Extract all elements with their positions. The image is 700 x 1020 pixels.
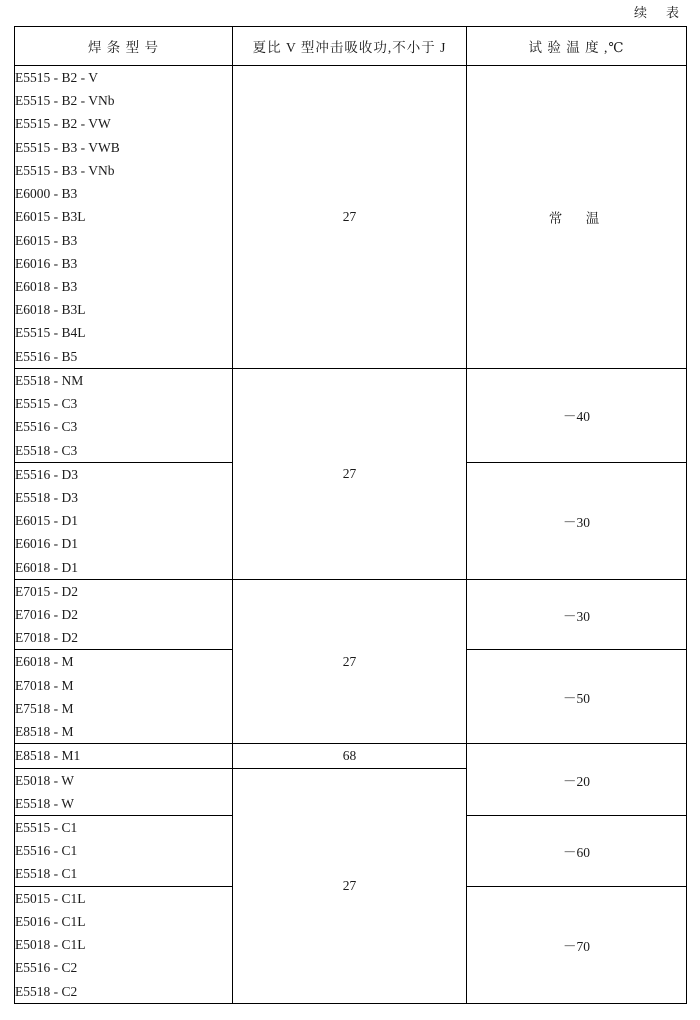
column-header-electrode-code: 焊 条 型 号 (15, 27, 233, 66)
impact-energy-cell: 27 (233, 579, 467, 744)
electrode-code: E6018 - D1 (15, 559, 78, 575)
electrode-code: E8518 - M1 (15, 748, 81, 764)
electrode-code: E5018 - C1L (15, 937, 86, 953)
electrode-code: E8518 - M (15, 724, 74, 740)
temperature-value: 常 温 (548, 210, 605, 226)
electrode-code: E5515 - B4L (15, 325, 86, 341)
electrode-code: E5518 - W (15, 795, 74, 811)
table-header (15, 27, 687, 66)
test-temperature-cell: －50 (467, 650, 687, 744)
electrode-code: E7018 - D2 (15, 630, 78, 646)
test-temperature-cell (467, 66, 687, 369)
electrode-code: E5515 - C1 (15, 820, 78, 835)
electrode-code: E5515 - B2 - VNb (15, 93, 115, 109)
electrode-code: E5515 - B3 - VNb (15, 162, 115, 178)
test-temperature-cell: －30 (467, 579, 687, 650)
electrode-code: E5515 - C3 (15, 396, 78, 412)
table-body (15, 66, 687, 1004)
impact-energy-cell: 68 (233, 744, 467, 768)
electrode-code: E6018 - M (15, 654, 74, 670)
electrode-code: E7518 - M (15, 700, 74, 716)
impact-energy-cell: 27 (233, 368, 467, 579)
impact-energy-cell: 27 (233, 66, 467, 369)
test-temperature-cell: －70 (467, 886, 687, 1003)
electrode-code-cell (15, 886, 233, 1003)
electrode-code: E5018 - W (15, 772, 74, 788)
column-header-impact-energy: 夏比 V 型冲击吸收功,不小于 J (233, 27, 467, 66)
electrode-code: E6015 - B3L (15, 209, 86, 225)
continued-label: 续 表 (633, 5, 682, 20)
electrode-spec-table (14, 26, 687, 1004)
electrode-code: E7016 - D2 (15, 607, 78, 623)
test-temperature-cell: －40 (467, 368, 687, 462)
electrode-code: E5518 - C1 (15, 866, 78, 882)
electrode-code: E5016 - C1L (15, 913, 86, 929)
table-row (15, 744, 687, 768)
electrode-code: E6016 - B3 (15, 255, 78, 271)
electrode-code: E6018 - B3 (15, 278, 78, 294)
electrode-code-cell (15, 462, 233, 579)
table-row (15, 368, 687, 462)
electrode-code-cell (15, 650, 233, 744)
electrode-code-cell (15, 816, 233, 887)
table-header-row (15, 27, 687, 66)
electrode-code: E5015 - C1L (15, 890, 86, 906)
test-temperature-cell: －20 (467, 744, 687, 816)
electrode-code: E5516 - B5 (15, 348, 78, 364)
electrode-code: E5516 - C2 (15, 960, 78, 976)
electrode-code: E6016 - D1 (15, 536, 78, 552)
electrode-code: E7015 - D2 (15, 583, 78, 599)
electrode-code: E6000 - B3 (15, 186, 78, 202)
electrode-code: E5518 - C3 (15, 442, 78, 458)
electrode-code: E5515 - B2 - V (15, 70, 98, 85)
electrode-code: E5518 - NM (15, 372, 84, 388)
electrode-code-cell (15, 66, 233, 369)
test-temperature-cell: －30 (467, 462, 687, 579)
electrode-code: E6015 - D1 (15, 513, 78, 529)
electrode-code: E5518 - C2 (15, 983, 78, 999)
electrode-code: E5516 - C3 (15, 419, 78, 435)
electrode-code: E6015 - B3 (15, 232, 78, 248)
table-row (15, 66, 687, 369)
column-header-test-temperature: 试 验 温 度 ,℃ (467, 27, 687, 66)
electrode-code-cell (15, 579, 233, 650)
electrode-code: E5516 - D3 (15, 466, 78, 482)
electrode-code: E7018 - M (15, 677, 74, 693)
electrode-code-cell (15, 768, 233, 815)
electrode-code: E5516 - C1 (15, 843, 78, 859)
electrode-code: E6018 - B3L (15, 302, 86, 318)
impact-energy-cell: 27 (233, 768, 467, 1003)
test-temperature-cell: －60 (467, 816, 687, 887)
electrode-code: E5515 - B3 - VWB (15, 139, 120, 155)
electrode-code-cell (15, 368, 233, 462)
electrode-code-cell (15, 744, 233, 768)
electrode-code: E5515 - B2 - VW (15, 116, 111, 132)
table-row (15, 579, 687, 650)
electrode-code: E5518 - D3 (15, 489, 78, 505)
